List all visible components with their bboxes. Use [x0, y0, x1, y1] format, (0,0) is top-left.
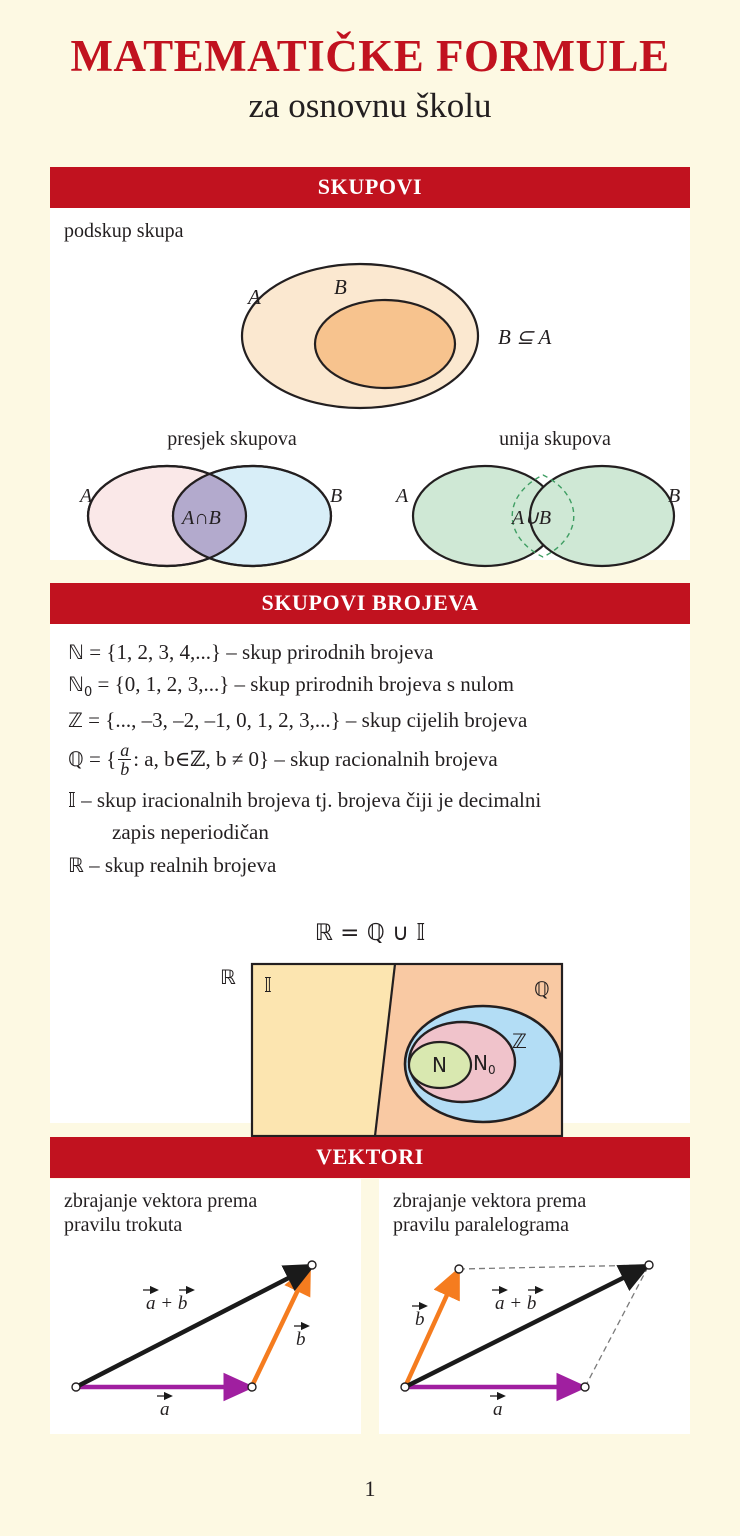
symbol-r: ℝ: [68, 852, 84, 877]
section-vektori: [50, 1137, 690, 1179]
subset-outer-label: A: [248, 285, 261, 309]
definition-i: [68, 786, 690, 815]
title-subtitle: za osnovnu školu: [248, 86, 492, 125]
label-n-region: N: [432, 1053, 447, 1077]
symbol-z: ℤ: [68, 707, 83, 732]
label-r-outer: ℝ: [220, 965, 236, 989]
label-z-region: ℤ: [512, 1029, 527, 1053]
triangle-rule-diagram: [58, 1247, 358, 1427]
parallelogram-label-sum: a + b: [495, 1293, 537, 1314]
definition-q: [68, 741, 690, 778]
fraction-a-over-b: [118, 741, 131, 778]
definition-n: [68, 638, 690, 667]
definition-q-pre: = {: [83, 746, 117, 771]
number-set-definitions: [50, 624, 690, 889]
subset-inner-label: B: [334, 275, 347, 299]
vektori-panel-parallelogram: [379, 1179, 690, 1434]
fraction-denominator: b: [120, 758, 130, 779]
symbol-q: ℚ: [68, 746, 84, 771]
parallelogram-label-b: b: [415, 1309, 425, 1330]
section-skupovi-brojeva: [50, 583, 690, 1123]
section-header-vektori: VEKTORI: [50, 1137, 690, 1178]
page-title: [0, 0, 740, 126]
symbol-n: ℕ: [68, 640, 85, 664]
definition-z: [68, 706, 690, 735]
definition-n0: [68, 670, 690, 702]
page-number: 1: [364, 1476, 376, 1501]
intersection-diagram: [62, 458, 362, 578]
vektori-panel-triangle: [50, 1179, 361, 1434]
triangle-caption: [50, 1179, 361, 1238]
section-body-skupovi: [50, 208, 690, 558]
union-left-label: A: [396, 485, 409, 507]
triangle-label-b: b: [296, 1329, 306, 1350]
triangle-label-a: a: [160, 1399, 170, 1420]
label-n0-region: $N_0$: [473, 1051, 496, 1077]
number-sets-diagram: [190, 952, 610, 1152]
definition-q-post: : a, b∈ℤ, b ≠ 0} – skup racionalnih brojeva: [133, 746, 498, 771]
parallelogram-caption-line1: zbrajanje vektora prema: [393, 1190, 587, 1212]
symbol-i: 𝕀: [68, 787, 76, 812]
real-numbers-formula: ℝ = ℚ ∪ 𝕀: [314, 920, 426, 946]
subset-relation: B ⊆ A: [498, 325, 552, 349]
intersection-caption: presjek skupova: [167, 428, 297, 450]
union-caption: unija skupova: [499, 428, 611, 450]
intersection-left-label: A: [80, 485, 93, 507]
intersection-right-label: B: [330, 485, 343, 507]
subset-diagram: [180, 246, 640, 416]
triangle-caption-line1: zbrajanje vektora prema: [64, 1190, 258, 1212]
definition-i-text: – skup iracionalnih brojeva tj. brojeva čiji je decimalni: [75, 787, 542, 812]
section-body-skupovi-brojeva: [50, 624, 690, 1121]
label-q-region: ℚ: [534, 977, 550, 1001]
title-main: MATEMATIČKE FORMULE: [70, 31, 670, 81]
parallelogram-caption-line2: pravilu paralelograma: [393, 1214, 570, 1237]
union-diagram: [380, 458, 690, 578]
union-center-label: A∪B: [512, 507, 552, 529]
parallelogram-caption: [379, 1179, 690, 1238]
triangle-caption-line2: pravilu trokuta: [64, 1214, 183, 1237]
section-header-skupovi-brojeva: SKUPOVI BROJEVA: [50, 583, 690, 624]
label-i-region: 𝕀: [264, 973, 272, 997]
definition-n-text: = {1, 2, 3, 4,...} – skup prirodnih brojeva: [84, 640, 434, 664]
triangle-label-sum: a + b: [146, 1293, 188, 1314]
section-skupovi: [50, 167, 690, 560]
subset-caption: podskup skupa: [64, 220, 184, 242]
fraction-numerator: a: [120, 739, 130, 760]
definition-r: [68, 851, 690, 880]
parallelogram-label-a: a: [493, 1399, 503, 1420]
union-right-label: B: [668, 485, 681, 507]
symbol-n0: ℕ$_0$: [68, 672, 93, 701]
intersection-center-label: A∩B: [182, 507, 221, 529]
vektori-panels: [50, 1179, 690, 1434]
definition-r-text: – skup realnih brojeva: [83, 852, 277, 877]
definition-i-line2: zapis neperiodičan: [112, 820, 269, 845]
definition-n0-text: = {0, 1, 2, 3,...} – skup prirodnih brojeva s nulom: [92, 672, 514, 697]
section-header-skupovi: SKUPOVI: [50, 167, 690, 208]
definition-z-text: = {..., –3, –2, –1, 0, 1, 2, 3,...} – skup cijelih brojeva: [82, 707, 528, 732]
parallelogram-rule-diagram: [387, 1247, 687, 1427]
